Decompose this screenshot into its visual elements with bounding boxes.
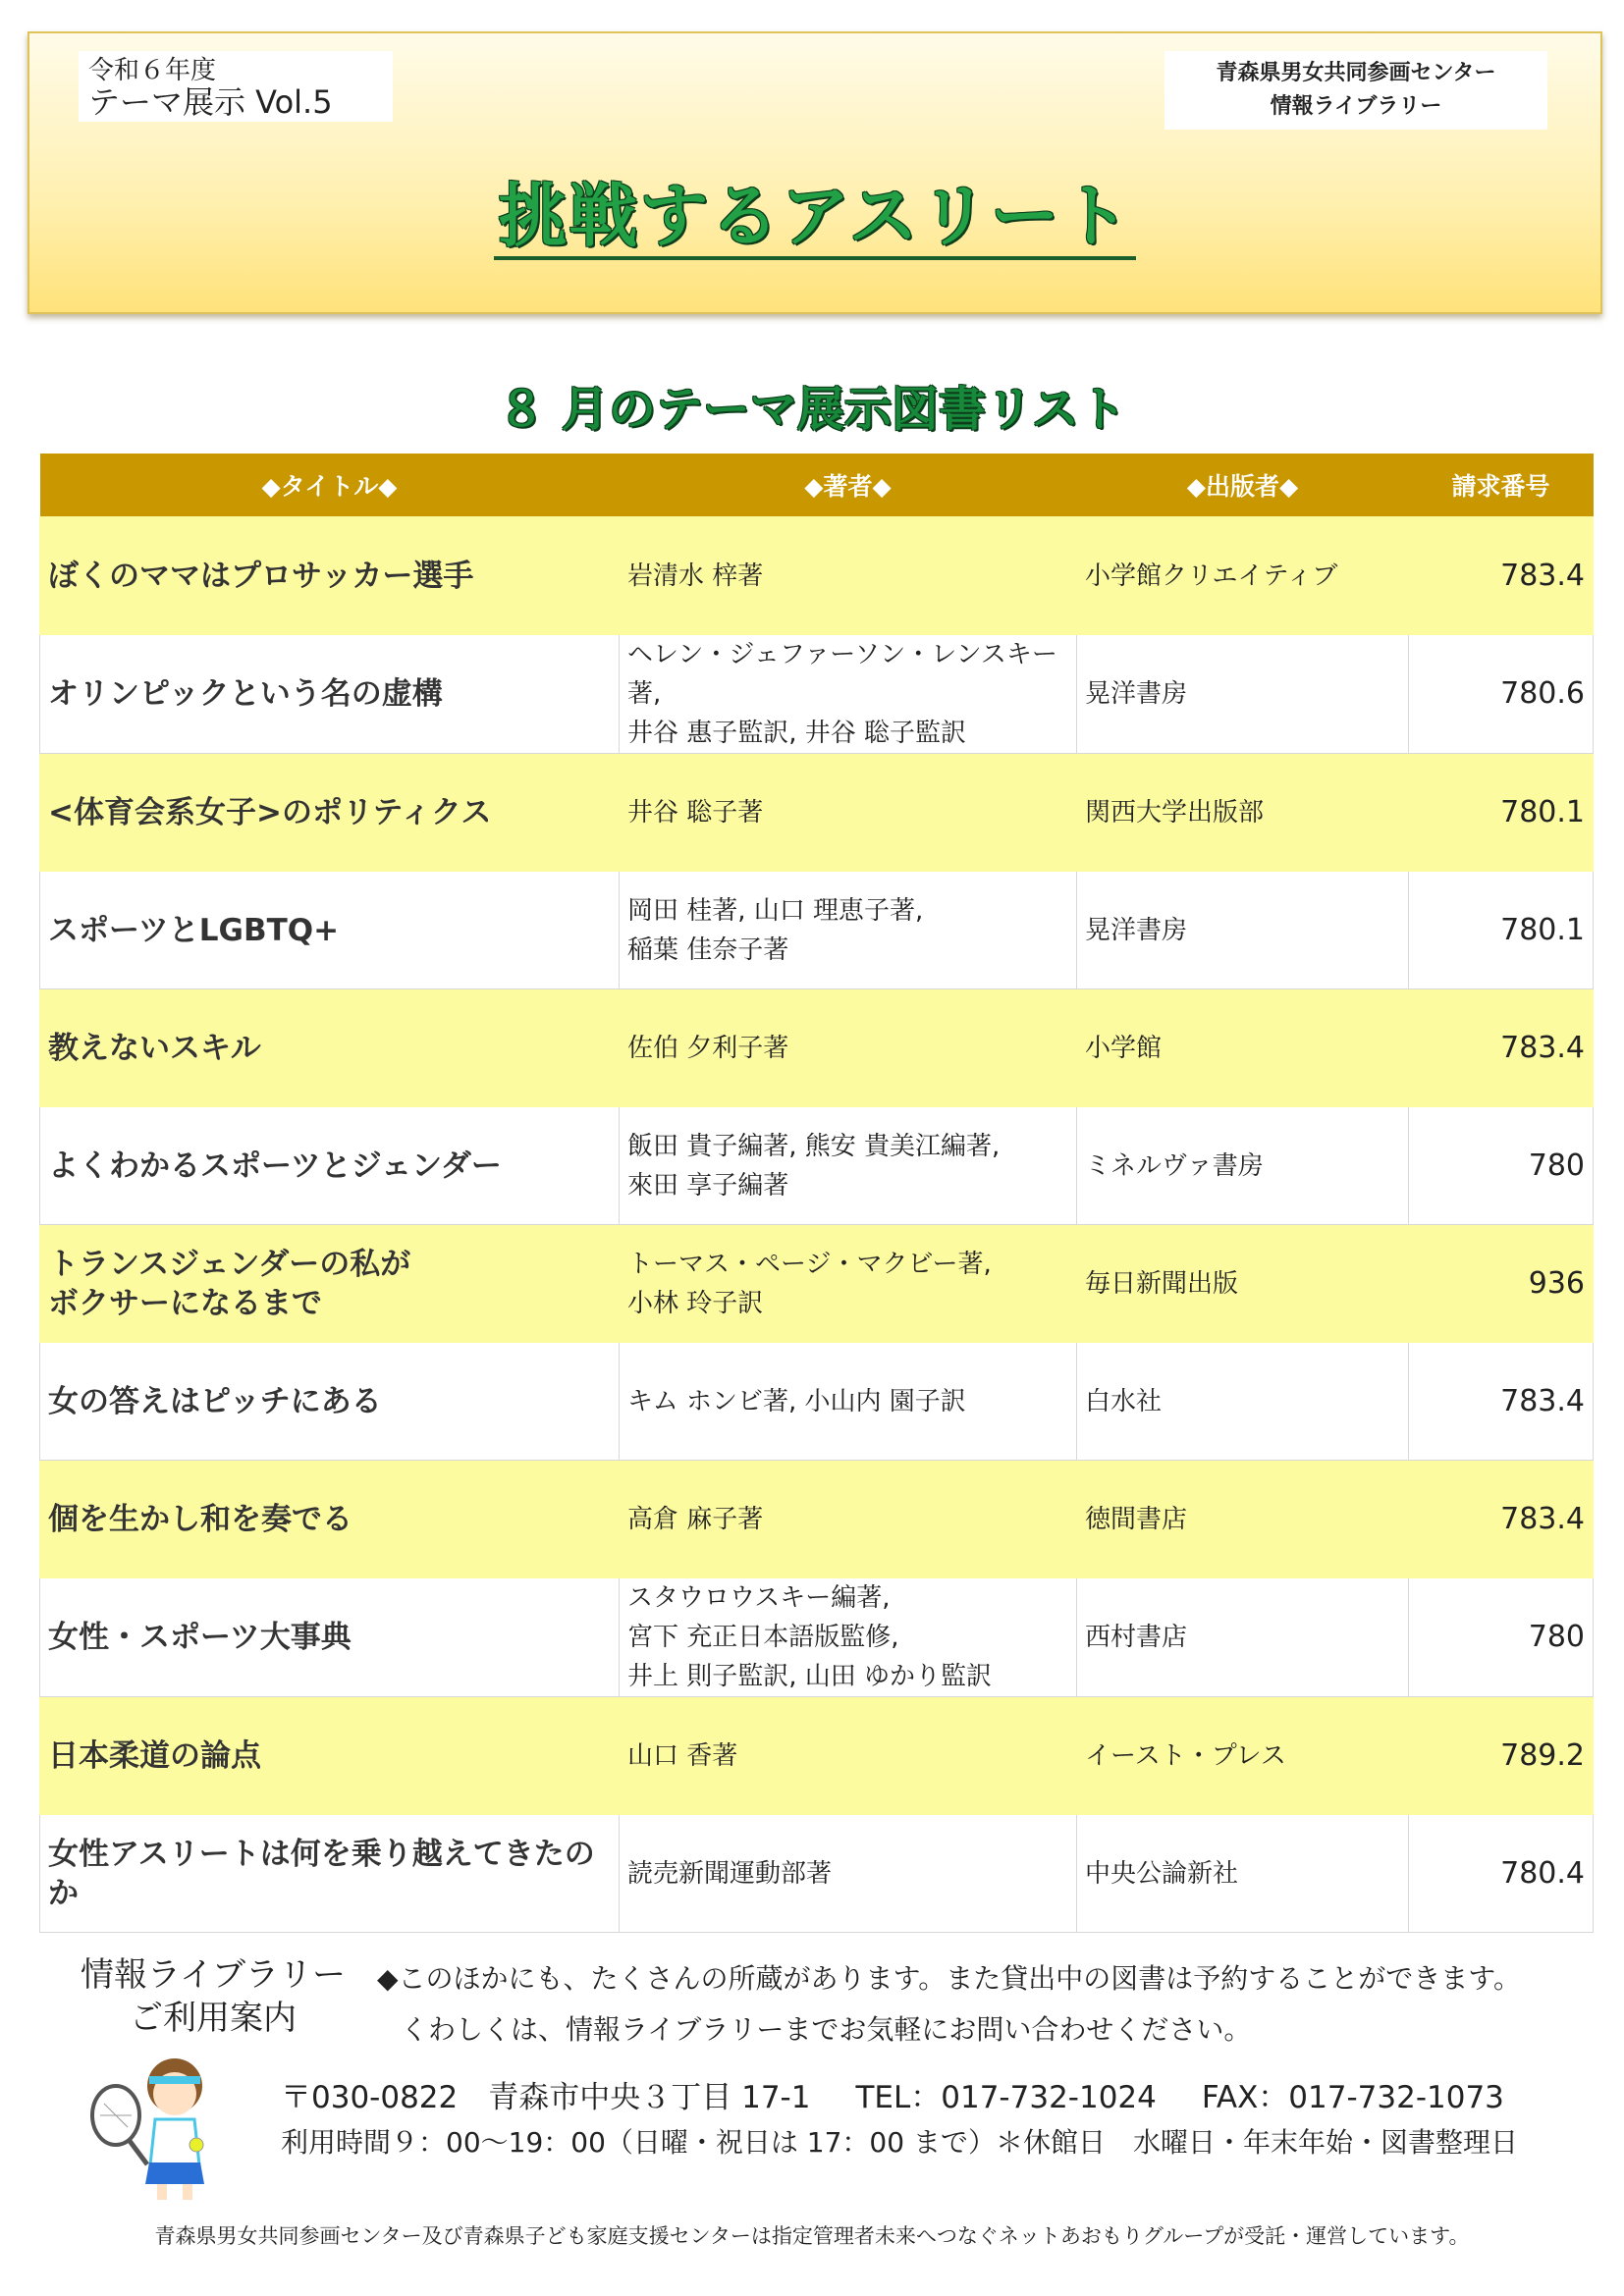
table-row <box>40 1697 1594 1815</box>
call-number: 780.6 <box>1409 635 1594 754</box>
address-line <box>281 2073 1549 2122</box>
exhibit-label <box>79 51 393 122</box>
library-name: 情報ライブラリー <box>1270 94 1442 119</box>
table-row <box>40 1578 1594 1697</box>
book-list-table <box>39 454 1594 1933</box>
book-author: 山口 香著 <box>620 1697 1077 1815</box>
book-title: スポーツとLGBTQ+ <box>40 872 620 989</box>
book-title: 女性アスリートは何を乗り越えてきたのか <box>40 1815 620 1933</box>
usage-guide-subtitle: ご利用案内 <box>130 1999 297 2038</box>
book-title: 女性・スポーツ大事典 <box>40 1578 620 1697</box>
book-title: 日本柔道の論点 <box>40 1697 620 1815</box>
book-title: 個を生かし和を奏でる <box>40 1461 620 1578</box>
management-note: 青森県男女共同参画センター及び青森県子ども家庭支援センターは指定管理者未来へつなぐネットあおもりグループが受託・運営しています。 <box>154 2224 1470 2248</box>
call-number: 780.1 <box>1409 754 1594 872</box>
table-row <box>40 872 1594 989</box>
book-publisher: イースト・プレス <box>1077 1697 1409 1815</box>
table-row <box>40 517 1594 635</box>
table-row <box>40 1225 1594 1343</box>
book-author: 岡田 桂著, 山口 理恵子著, 稲葉 佳奈子著 <box>620 872 1077 989</box>
call-number: 780.1 <box>1409 872 1594 989</box>
book-publisher: 小学館 <box>1077 989 1409 1107</box>
book-publisher: 毎日新聞出版 <box>1077 1225 1409 1343</box>
book-publisher: 白水社 <box>1077 1343 1409 1461</box>
book-publisher: 西村書店 <box>1077 1578 1409 1697</box>
book-author: 井谷 聡子著 <box>620 754 1077 872</box>
column-header-author: ◆著者◆ <box>620 454 1077 517</box>
org-name: 青森県男女共同参画センター <box>1216 61 1496 85</box>
book-author: 読売新聞運動部著 <box>620 1815 1077 1933</box>
table-row <box>40 754 1594 872</box>
table-row <box>40 1815 1594 1933</box>
book-author: 飯田 貴子編著, 熊安 貴美江編著, 來田 享子編著 <box>620 1107 1077 1225</box>
call-number: 780.4 <box>1409 1815 1594 1933</box>
book-title: 教えないスキル <box>40 989 620 1107</box>
telephone: TEL：017-732-1024 <box>855 2080 1157 2115</box>
call-number: 780 <box>1409 1578 1594 1697</box>
book-author: 岩清水 梓著 <box>620 517 1077 635</box>
column-header-publisher: ◆出版者◆ <box>1077 454 1409 517</box>
book-title: 女の答えはピッチにある <box>40 1343 620 1461</box>
exhibit-volume: テーマ展示 Vol.5 <box>88 83 333 121</box>
book-title: <体育会系女子>のポリティクス <box>40 754 620 872</box>
book-author: ヘレン・ジェファーソン・レンスキー著, 井谷 惠子監訳, 井谷 聡子監訳 <box>620 635 1077 754</box>
opening-hours: 利用時間９：00～19：00（日曜・祝日は 17：00 まで）＊休館日 水曜日・年末年始・図書整理日 <box>281 2126 1518 2159</box>
book-publisher: 晃洋書房 <box>1077 872 1409 989</box>
fiscal-year: 令和６年度 <box>88 56 217 85</box>
note-line-2: くわしくは、情報ライブラリーまでお気軽にお問い合わせください。 <box>401 2013 1252 2046</box>
book-publisher: 中央公論新社 <box>1077 1815 1409 1933</box>
page-title: 挑戦するアスリート <box>29 161 1600 260</box>
table-row <box>40 1461 1594 1578</box>
table-header-row <box>40 454 1594 517</box>
book-author: 佐伯 夕利子著 <box>620 989 1077 1107</box>
book-publisher: 晃洋書房 <box>1077 635 1409 754</box>
call-number: 783.4 <box>1409 1461 1594 1578</box>
usage-note <box>377 1953 1521 2056</box>
call-number: 783.4 <box>1409 989 1594 1107</box>
book-title: オリンピックという名の虚構 <box>40 635 620 754</box>
book-author: トーマス・ページ・マクビー著, 小林 玲子訳 <box>620 1225 1077 1343</box>
header-banner <box>27 31 1602 314</box>
book-publisher: 小学館クリエイティブ <box>1077 517 1409 635</box>
book-title: トランスジェンダーの私が ボクサーになるまで <box>40 1225 620 1343</box>
note-line-1: ◆このほかにも、たくさんの所蔵があります。また貸出中の図書は予約することができます。 <box>377 1962 1522 1995</box>
column-header-call-number: 請求番号 <box>1409 454 1594 517</box>
call-number: 780 <box>1409 1107 1594 1225</box>
list-title: ８ 月のテーマ展示図書リスト <box>498 382 1126 437</box>
book-author: 高倉 麻子著 <box>620 1461 1077 1578</box>
book-title: よくわかるスポーツとジェンダー <box>40 1107 620 1225</box>
fax: FAX：017-732-1073 <box>1201 2080 1504 2115</box>
table-row <box>40 635 1594 754</box>
call-number: 783.4 <box>1409 517 1594 635</box>
book-author: スタウロウスキー編著, 宮下 充正日本語版監修, 井上 則子監訳, 山田 ゆかり監訳 <box>620 1578 1077 1697</box>
book-publisher: 徳間書店 <box>1077 1461 1409 1578</box>
usage-guide-title: 情報ライブラリー <box>81 1955 346 1995</box>
tennis-player-illustration <box>79 2047 236 2204</box>
book-author: キム ホンビ著, 小山内 園子訳 <box>620 1343 1077 1461</box>
book-publisher: ミネルヴァ書房 <box>1077 1107 1409 1225</box>
book-title: ぼくのママはプロサッカー選手 <box>40 517 620 635</box>
table-row <box>40 1343 1594 1461</box>
postal-address: 〒030-0822 青森市中央３丁目 17-1 <box>281 2080 811 2115</box>
call-number: 789.2 <box>1409 1697 1594 1815</box>
call-number: 783.4 <box>1409 1343 1594 1461</box>
column-header-title: ◆タイトル◆ <box>40 454 620 517</box>
call-number: 936 <box>1409 1225 1594 1343</box>
book-publisher: 関西大学出版部 <box>1077 754 1409 872</box>
table-row <box>40 1107 1594 1225</box>
organization-label <box>1164 51 1547 130</box>
usage-guide-heading <box>51 1953 375 2040</box>
table-row <box>40 989 1594 1107</box>
